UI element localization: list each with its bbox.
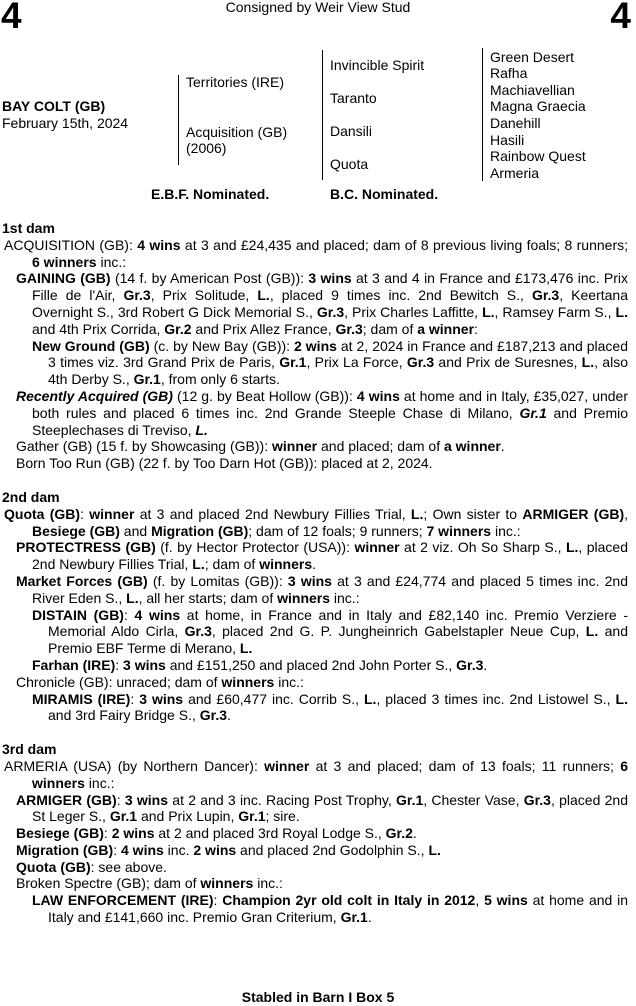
- pedigree-dam-year: (2006): [186, 140, 227, 156]
- produce-farhan: Farhan (IRE): 3 wins and £151,250 and placed 2nd John Porter S., Gr.3.: [32, 656, 488, 673]
- produce-gather: Gather (GB) (15 f. by Showcasing (GB)): winner and placed; dam of a winner.: [16, 438, 505, 455]
- pedigree-gen3-4: Danehill: [490, 115, 541, 131]
- second-dam-entry: Quota (GB): winner at 3 and placed 2nd Newbury Fillies Trial, L.; Own sister to ARMIGER (GB), Besiege (GB) and Migration (GB); dam of 12 foals; 9 runners; 7 winners inc.:: [4, 505, 629, 539]
- first-dam-entry: ACQUISITION (GB): 4 wins at 3 and £24,435 and placed; dam of 8 previous living foals; 8 runners; 6 winners inc.:: [4, 236, 629, 270]
- produce-broken-spectre: Broken Spectre (GB); dam of winners inc.:: [16, 875, 283, 892]
- pedigree-gen3-1: Rafha: [490, 65, 528, 81]
- produce-besiege: Besiege (GB): 2 wins at 2 and placed 3rd Royal Lodge S., Gr.2.: [16, 825, 417, 842]
- produce-chronicle: Chronicle (GB): unraced; dam of winners inc.:: [16, 673, 304, 690]
- horse-description: BAY COLT (GB): [2, 98, 106, 114]
- produce-born-too-run: Born Too Run (GB) (22 f. by Too Darn Hot (GB)): placed at 2, 2024.: [16, 455, 433, 472]
- produce-law-enforcement: LAW ENFORCEMENT (IRE): Champion 2yr old colt in Italy in 2012, 5 wins at home and in Italy and £141,660 inc. Premio Gran Criterium, Gr.1.: [32, 892, 629, 926]
- pedigree-sire: Territories (IRE): [186, 74, 285, 90]
- lot-number-right: 4: [610, 0, 631, 36]
- pedigree-gen2-1: Taranto: [330, 90, 377, 106]
- horse-foaled: February 15th, 2024: [2, 115, 129, 131]
- second-dam-heading: 2nd dam: [2, 488, 60, 505]
- pedigree-bracket-2: [322, 50, 323, 180]
- pedigree-dam: Acquisition (GB): [186, 124, 288, 140]
- ebf-nomination: E.B.F. Nominated.: [151, 186, 270, 202]
- third-dam-heading: 3rd dam: [2, 741, 57, 758]
- produce-armiger: ARMIGER (GB): 3 wins at 2 and 3 inc. Racing Post Trophy, Gr.1, Chester Vase, Gr.3, placed 2nd St Leger S., Gr.1 and Prix Lupin, Gr.1; sire.: [16, 791, 628, 825]
- stabled-location: Stabled in Barn I Box 5: [241, 989, 395, 1005]
- pedigree-bracket-3: [482, 48, 483, 181]
- pedigree-gen2-3: Quota: [330, 156, 369, 172]
- third-dam-entry: ARMERIA (USA) (by Northern Dancer): winner at 3 and placed; dam of 13 foals; 11 runners; 6 winners inc.:: [4, 757, 629, 791]
- pedigree-gen3-6: Rainbow Quest: [490, 148, 586, 164]
- produce-gaining: GAINING (GB) (14 f. by American Post (GB)): 3 wins at 3 and 4 in France and £173,476 inc. Prix Fille de l'Air, Gr.3, Prix Solitude, L., placed 9 times inc. 2nd Bewitch S., Gr.3, Keertana Overnight S., 3rd Robert G Dick Memorial S., Gr.3, Prix Charles Laffitte, L., Ramsey Farm S., L. and 4th Prix Corrida, Gr.2 and Prix Allez France, Gr.3; dam of a winner:: [16, 270, 628, 337]
- produce-protectress: PROTECTRESS (GB) (f. by Hector Protector (USA)): winner at 2 viz. Oh So Sharp S., L., placed 2nd Newbury Fillies Trial, L.; dam of winners.: [16, 539, 629, 573]
- first-dam-heading: 1st dam: [2, 220, 55, 236]
- pedigree-gen3-5: Hasili: [490, 132, 525, 148]
- produce-quota: Quota (GB): see above.: [16, 858, 167, 875]
- lot-number: 4: [1, 0, 22, 36]
- catalogue-body: [2, 220, 628, 926]
- produce-distain: DISTAIN (GB): 4 wins at home, in France and in Italy and £82,140 inc. Premio Verziere - Memorial Aldo Cirla, Gr.3, placed 2nd G. P. Jungheinrich Gabelstapler Neue Cup, L. and Premio EBF Terme di Merano, L.: [32, 606, 628, 657]
- pedigree-bracket-1: [178, 75, 179, 165]
- pedigree-gen3-3: Magna Graecia: [490, 98, 586, 114]
- produce-market-forces: Market Forces (GB) (f. by Lomitas (GB)): 3 wins at 3 and £24,774 and placed 5 times inc. 2nd River Eden S., L., all her starts; dam of winners inc.:: [16, 572, 628, 606]
- pedigree-gen3-0: Green Desert: [490, 49, 575, 65]
- pedigree-gen2-0: Invincible Spirit: [330, 57, 425, 73]
- produce-new-ground: New Ground (GB) (c. by New Bay (GB)): 2 wins at 2, 2024 in France and £187,213 and placed 3 times viz. 3rd Grand Prix de Paris, Gr.1, Prix La Force, Gr.3 and Prix de Suresnes, L., also 4th Derby S., Gr.1, from only 6 starts.: [32, 337, 629, 388]
- consignor: Consigned by Weir View Stud: [225, 0, 411, 15]
- bc-nomination: B.C. Nominated.: [330, 186, 439, 202]
- pedigree-gen2-2: Dansili: [330, 123, 373, 139]
- pedigree-gen3-7: Armeria: [490, 165, 540, 181]
- produce-recently-acquired: Recently Acquired (GB) (12 g. by Beat Hollow (GB)): 4 wins at home and in Italy, £35,027, under both rules and placed 6 times inc. 2nd Grande Steeple Chase di Milano, Gr.1 and Premio Steeplechases di Treviso, L.: [16, 387, 629, 438]
- produce-miramis: MIRAMIS (IRE): 3 wins and £60,477 inc. Corrib S., L., placed 3 times inc. 2nd Listowel S., L. and 3rd Fairy Bridge S., Gr.3.: [32, 690, 628, 724]
- pedigree-gen3-2: Machiavellian: [490, 82, 575, 98]
- produce-migration: Migration (GB): 4 wins inc. 2 wins and placed 2nd Godolphin S., L.: [16, 841, 441, 858]
